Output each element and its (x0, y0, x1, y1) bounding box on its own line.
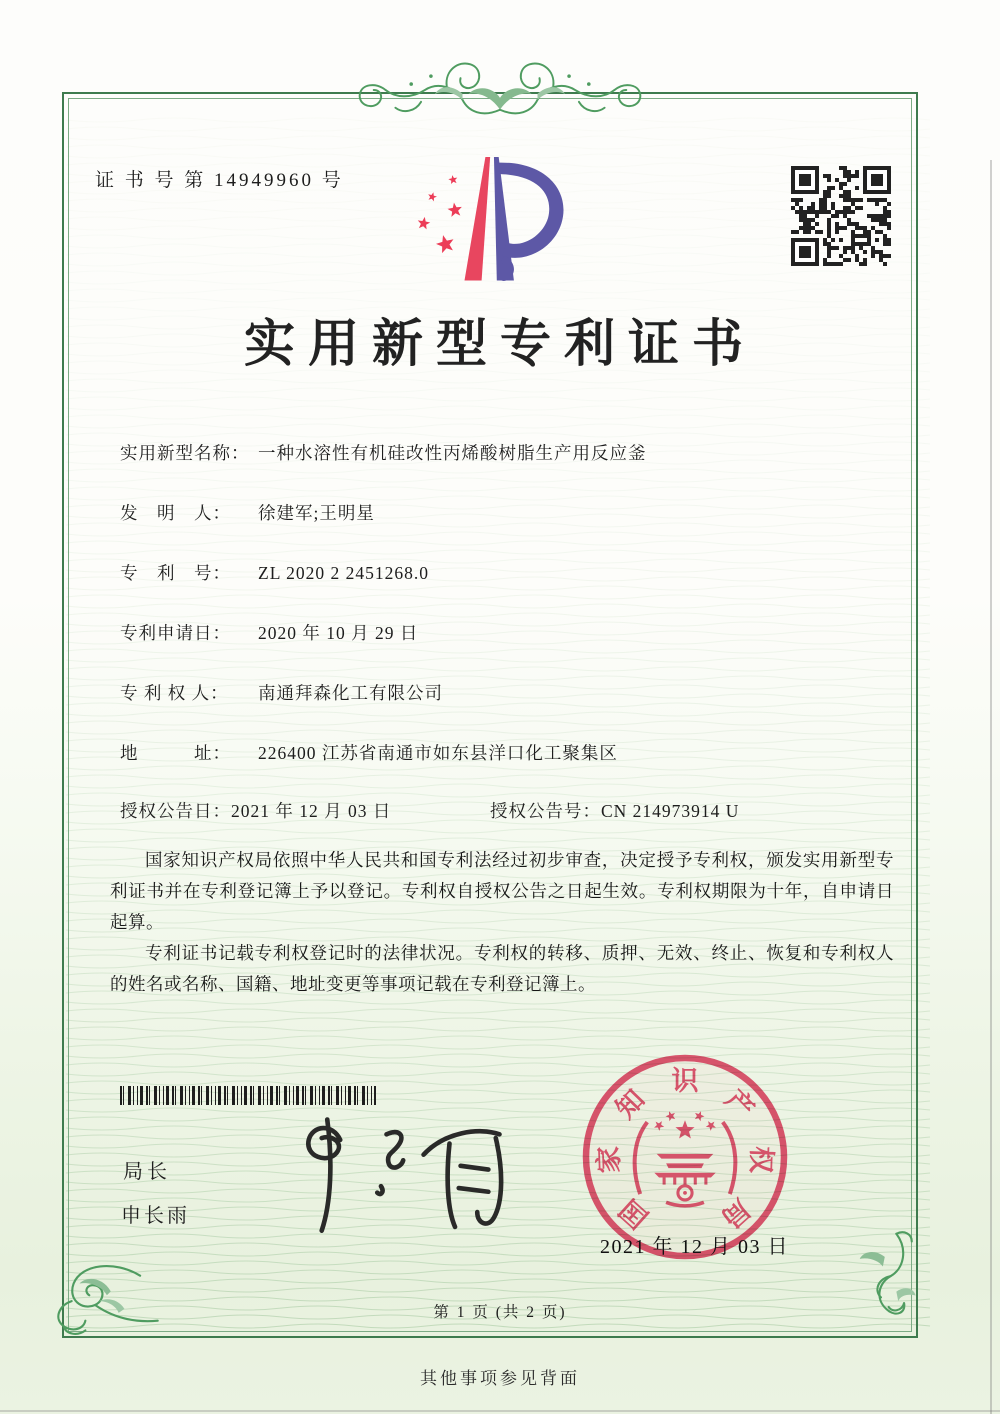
field-value: 一种水溶性有机硅改性丙烯酸树脂生产用反应釜 (258, 443, 647, 463)
field-value: 2020 年 10 月 29 日 (258, 623, 419, 643)
grant-date-label: 授权公告日： (120, 801, 231, 821)
grant-no-value: CN 214973914 U (601, 801, 740, 821)
field-label: 专利申请日： (120, 623, 231, 643)
svg-text:局: 局 (715, 1193, 756, 1234)
svg-text:产: 产 (719, 1084, 760, 1125)
legal-text-block (110, 845, 894, 1000)
grant-no-label: 授权公告号： (490, 801, 601, 821)
field-row-name (120, 440, 905, 465)
back-side-note: 其他事项参见背面 (420, 1369, 580, 1388)
field-label: 专 利 号： (120, 563, 231, 583)
field-label: 专 利 权 人： (120, 683, 229, 703)
director-signature-icon (268, 1106, 518, 1246)
field-label: 地 址： (120, 743, 231, 763)
field-row-filing-date (120, 620, 905, 645)
svg-text:权: 权 (745, 1145, 777, 1174)
field-value: 南通拜森化工有限公司 (258, 683, 443, 703)
seal-date: 2021 年 12 月 03 日 (600, 1236, 789, 1258)
field-label: 实用新型名称： (120, 443, 250, 463)
field-row-inventor (120, 500, 905, 525)
scan-edge (0, 1410, 1000, 1412)
field-value: 徐建军;王明星 (258, 503, 375, 523)
official-name: 申长雨 (121, 1205, 190, 1227)
field-row-patentee (120, 680, 905, 705)
legal-paragraph-2: 专利证书记载专利权登记时的法律状况。专利权的转移、质押、无效、终止、恢复和专利权人的姓名或名称、国籍、地址变更等事项记载在专利登记簿上。 (110, 943, 894, 994)
page-number: 第 1 页 (共 2 页) (433, 1304, 567, 1321)
certificate-title: 实用新型专利证书 (243, 317, 756, 373)
qr-code-icon (791, 166, 891, 266)
svg-text:知: 知 (610, 1084, 651, 1125)
official-title: 局长 (123, 1161, 171, 1183)
top-border-ornament (352, 44, 648, 134)
field-value: ZL 2020 2 2451268.0 (258, 563, 429, 583)
grant-date-value: 2021 年 12 月 03 日 (231, 801, 392, 821)
field-row-grant (120, 798, 905, 823)
barcode-icon (120, 1086, 376, 1105)
svg-text:识: 识 (671, 1066, 699, 1096)
svg-text:家: 家 (593, 1145, 625, 1174)
field-row-address (120, 740, 905, 765)
field-label: 发 明 人： (120, 503, 231, 523)
field-row-patent-no (120, 560, 905, 585)
svg-text:国: 国 (614, 1193, 655, 1234)
field-value: 226400 江苏省南通市如东县洋口化工聚集区 (258, 743, 618, 763)
legal-paragraph-1: 国家知识产权局依照中华人民共和国专利法经过初步审查，决定授予专利权，颁发实用新型专利证书并在专利登记簿上予以登记。专利权自授权公告之日起生效。专利权期限为十年，自申请日起算。 (110, 850, 894, 932)
certificate-number: 证 书 号 第 14949960 号 (95, 170, 344, 191)
cnipa-logo-icon (398, 150, 588, 295)
